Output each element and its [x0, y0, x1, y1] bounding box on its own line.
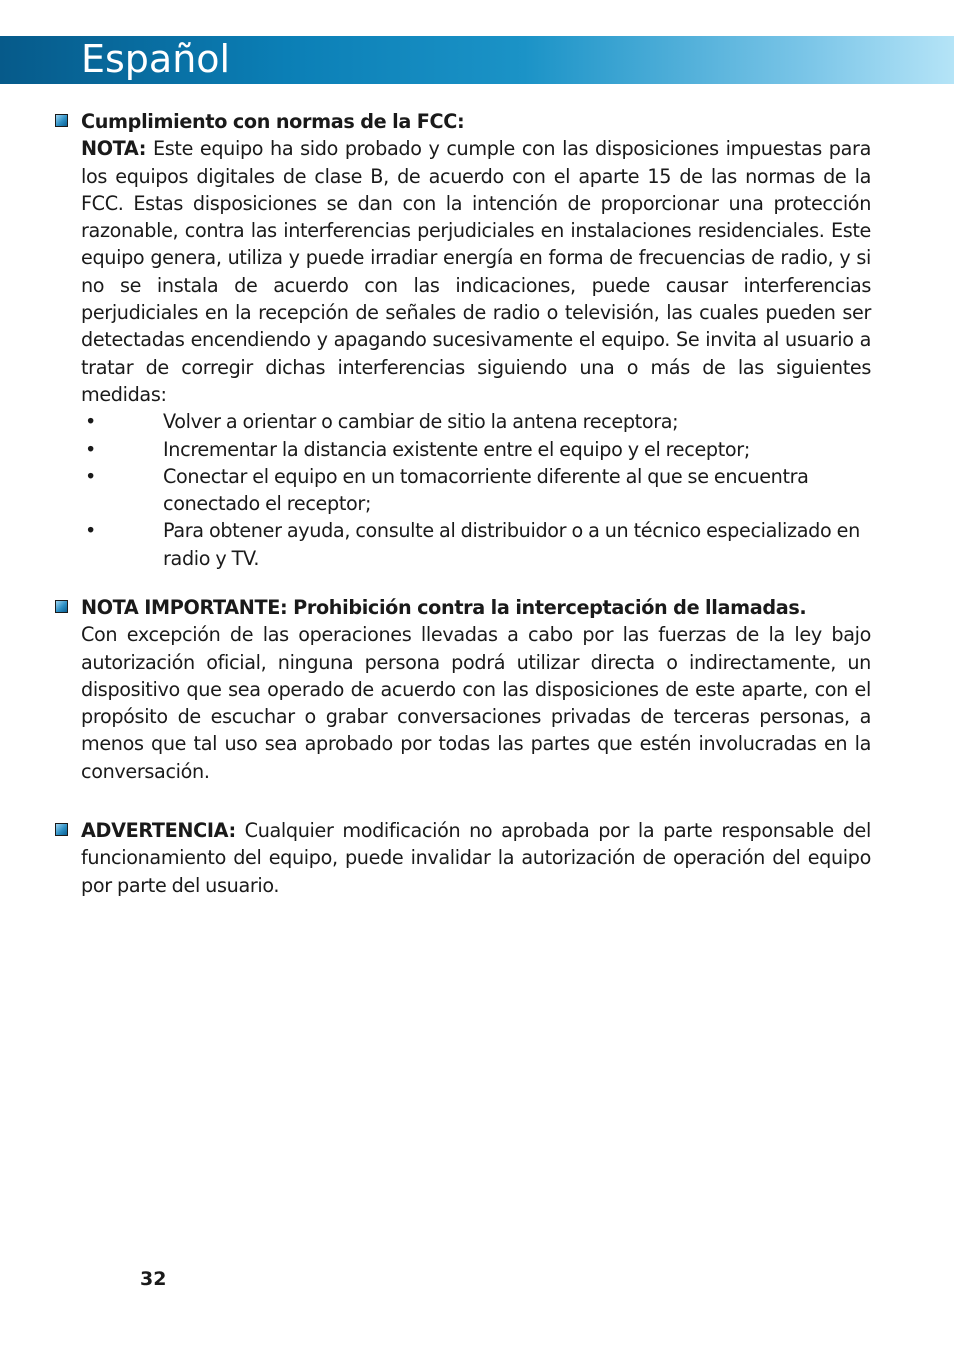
square-bullet-icon — [55, 600, 68, 613]
square-bullet-icon — [55, 823, 68, 836]
warning-paragraph — [81, 817, 871, 899]
warning-label: ADVERTENCIA: — [81, 819, 236, 842]
square-bullet-icon — [55, 114, 68, 127]
page-title: Español — [81, 37, 231, 81]
list-item-text: Conectar el equipo en un tomacorriente diferente al que se encuentra conectado el receptor; — [163, 464, 809, 516]
measures-list — [81, 408, 871, 572]
bullet-dot-icon: • — [85, 464, 96, 488]
warning-content — [81, 817, 871, 899]
list-item-text: Volver a orientar o cambiar de sitio la antena receptora; — [163, 410, 679, 434]
list-item — [81, 408, 871, 435]
bullet-dot-icon: • — [85, 519, 96, 543]
page-number: 32 — [140, 1268, 167, 1290]
intercept-content — [81, 594, 871, 785]
intercept-paragraph: Con excepción de las operaciones llevadas a cabo por las fuerzas de la ley bajo autorización oficial, ninguna persona podrá utilizar directa o indirectamente, un dispositivo que sea operado de acuerdo con las disposiciones de este aparte, con el propósito de escuchar o grabar conversaciones privadas de terceras personas, a menos que tal uso sea aprobado por todas las partes que estén involucradas en la conversación. — [81, 623, 871, 783]
list-item — [81, 463, 871, 518]
list-item — [81, 436, 871, 463]
note-label: NOTA: — [81, 137, 147, 161]
list-item — [81, 517, 871, 572]
bullet-dot-icon: • — [85, 410, 96, 434]
list-item-text: Para obtener ayuda, consulte al distribuidor o a un técnico especializado en radio y TV. — [163, 519, 860, 570]
fcc-content — [81, 108, 871, 572]
fcc-heading: Cumplimiento con normas de la FCC: — [81, 110, 465, 133]
list-item-text: Incrementar la distancia existente entre el equipo y el receptor; — [163, 437, 750, 461]
fcc-note-paragraph — [81, 135, 871, 408]
note-text: Este equipo ha sido probado y cumple con las disposiciones impuestas para los equipos digitales de clase B, de acuerdo con el aparte 15 de las normas de la FCC. Estas disposiciones se dan con la intención de proporcionar una protección razonable, contra las interferencias perjudiciales en instalaciones residenciales. Este equipo genera, utiliza y puede irradiar energía en forma de frecuencias de radio, y si no se instala de acuerdo con las indicaciones, puede causar interferencias perjudiciales en la recepción de señales de radio o televisión, las cuales pueden ser detectadas encendiendo y apagando sucesivamente el equipo. Se invita al usuario a tratar de corregir dichas interferencias siguiendo una o más de las siguientes medidas: — [81, 137, 871, 406]
intercept-heading: NOTA IMPORTANTE: Prohibición contra la interceptación de llamadas. — [81, 596, 807, 619]
bullet-dot-icon: • — [85, 437, 96, 461]
header-bar — [0, 36, 954, 84]
warning-text: Cualquier modificación no aprobada por la parte responsable del funcionamiento del equipo, puede invalidar la autorización de operación del equipo por parte del usuario. — [81, 819, 871, 897]
